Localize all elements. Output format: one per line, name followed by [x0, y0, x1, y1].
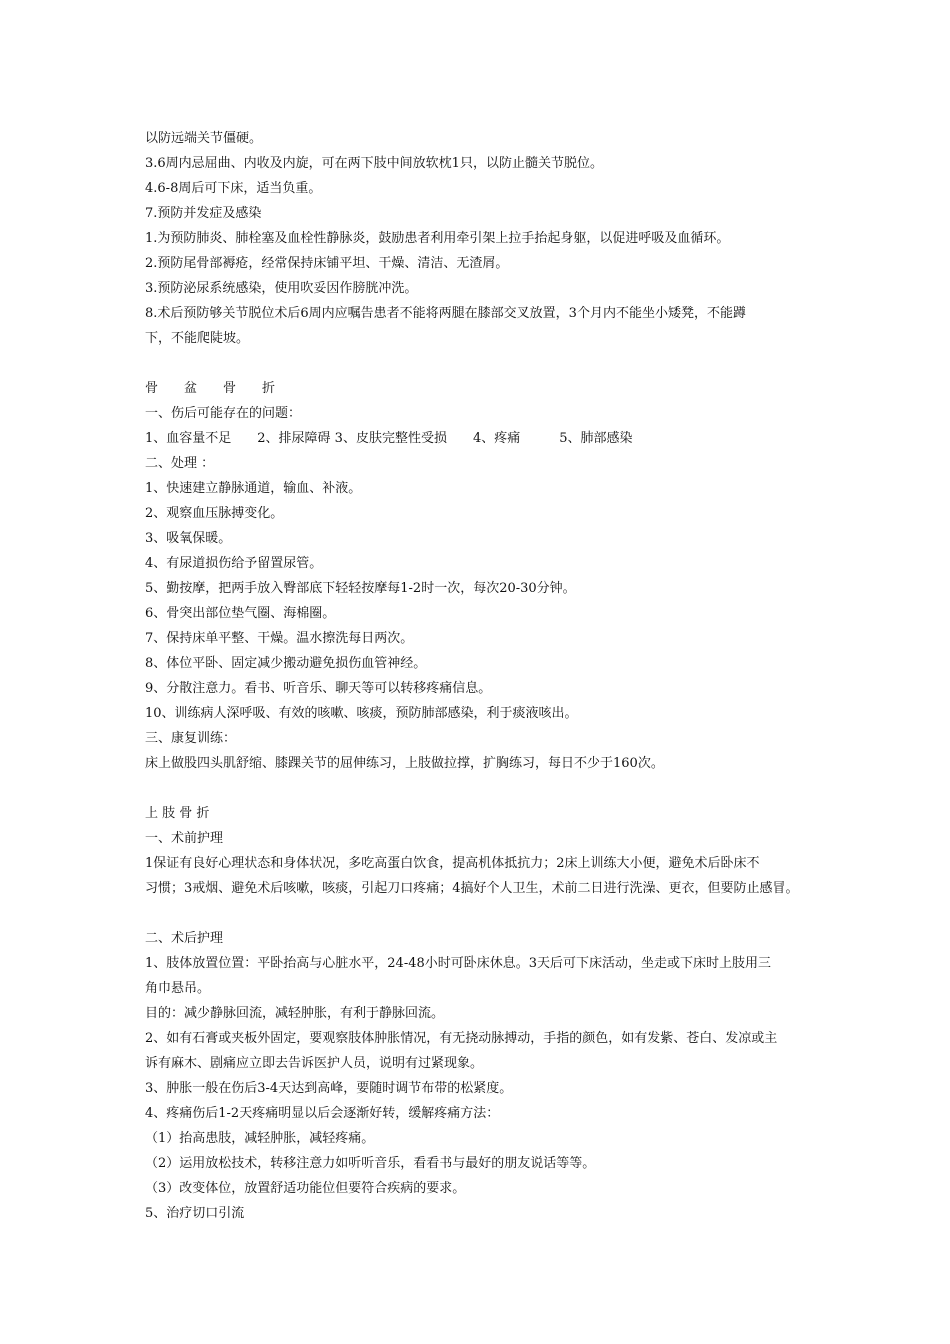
- post-op-line-9: （2）运用放松技术，转移注意力如听听音乐，看看书与最好的朋友说话等等。: [145, 1156, 596, 1171]
- post-op-line-11: 5、治疗切口引流: [145, 1206, 245, 1221]
- pelvis-line-4: 1、快速建立静脉通道，输血、补液。: [145, 481, 362, 496]
- pelvis-line-12: 9、分散注意力。看书、听音乐、聊天等可以转移疼痛信息。: [145, 681, 492, 696]
- pelvis-line-5: 2、观察血压脉搏变化。: [145, 506, 284, 521]
- pelvis-line-2: 1、血容量不足 2、排尿障碍 3、皮肤完整性受损 4、疼痛 5、肺部感染: [145, 431, 633, 446]
- spacer: [145, 776, 825, 801]
- section-title-pelvis: 骨 盆 骨 折: [145, 381, 276, 396]
- post-op-line-4: 2、如有石膏或夹板外固定，要观察肢体肿胀情况，有无挠动脉搏动，手指的颜色，如有发紫、苍白、发凉或主: [145, 1031, 778, 1046]
- post-op-line-6: 3、肿胀一般在伤后3-4天达到高峰，要随时调节布带的松紧度。: [145, 1081, 513, 1096]
- post-op-line-2: 角巾悬吊。: [145, 981, 211, 996]
- post-op-line-5: 诉有麻木、剧痛应立即去告诉医护人员，说明有过紧现象。: [145, 1056, 484, 1071]
- hip-line-2: 3.6周内忌屈曲、内收及内旋，可在两下肢中间放软枕1只，以防止髓关节脱位。: [145, 156, 603, 171]
- hip-line-8: 8.术后预防够关节脱位术后6周内应嘱告患者不能将两腿在膝部交叉放置，3个月内不能坐小矮凳，不能蹲: [145, 306, 746, 321]
- post-op-line-10: （3）改变体位，放置舒适功能位但要符合疾病的要求。: [145, 1181, 466, 1196]
- hip-line-3: 4.6-8周后可下床，适当负重。: [145, 181, 322, 196]
- post-op-heading: 二、术后护理: [145, 931, 224, 946]
- hip-line-4: 7.预防并发症及感染: [145, 206, 262, 221]
- pelvis-line-13: 10、训练病人深呼吸、有效的咳嗽、咳痰，预防肺部感染，利于痰液咳出。: [145, 706, 578, 721]
- document-page: [145, 126, 825, 1226]
- hip-line-7: 3.预防泌尿系统感染，使用吹妥因作膀胱冲洗。: [145, 281, 418, 296]
- pelvis-line-14: 三、康复训练：: [145, 731, 237, 746]
- pelvis-line-11: 8、体位平卧、固定减少搬动避免损伤血管神经。: [145, 656, 427, 671]
- post-op-line-3: 目的：减少静脉回流，减轻肿胀，有利于静脉回流。: [145, 1006, 445, 1021]
- pelvis-line-15: 床上做股四头肌舒缩、膝踝关节的屈伸练习，上肢做拉撑，扩胸练习，每日不少于160次。: [145, 756, 664, 771]
- section-title-upper-limb: 上 肢 骨 折: [145, 806, 210, 821]
- pelvis-line-9: 6、骨突出部位垫气圈、海棉圈。: [145, 606, 336, 621]
- hip-line-9: 下，不能爬陡坡。: [145, 331, 250, 346]
- hip-line-1: 以防远端关节僵硬。: [145, 131, 263, 146]
- pelvis-line-10: 7、保持床单平整、干燥。温水擦洗每日两次。: [145, 631, 414, 646]
- pelvis-line-6: 3、吸氧保暖。: [145, 531, 232, 546]
- post-op-line-1: 1、肢体放置位置：平卧抬高与心脏水平，24-48小时可卧床休息。3天后可下床活动，坐走或下床时上肢用三: [145, 956, 772, 971]
- pelvis-line-1: 一、伤后可能存在的问题：: [145, 406, 302, 421]
- pelvis-line-8: 5、勤按摩，把两手放入臀部底下轻轻按摩每1-2时一次，每次20-30分钟。: [145, 581, 576, 596]
- spacer: [145, 351, 825, 376]
- pelvis-line-7: 4、有尿道损伤给予留置尿管。: [145, 556, 323, 571]
- pre-op-line-1: 1保证有良好心理状态和身体状况，多吃高蛋白饮食，提高机体抵抗力；2床上训练大小便，避免术后卧床不: [145, 856, 760, 871]
- hip-line-5: 1.为预防肺炎、肺栓塞及血栓性静脉炎，鼓励患者利用牵引架上拉手抬起身躯，以促进呼吸及血循环。: [145, 231, 730, 246]
- post-op-line-7: 4、疼痛伤后1-2天疼痛明显以后会逐渐好转，缓解疼痛方法：: [145, 1106, 500, 1121]
- post-op-line-8: （1）抬高患肢，减轻肿胀，减轻疼痛。: [145, 1131, 375, 1146]
- pre-op-heading: 一、术前护理: [145, 831, 224, 846]
- spacer: [145, 901, 825, 926]
- hip-line-6: 2.预防尾骨部褥疮，经常保持床铺平坦、干燥、清洁、无渣屑。: [145, 256, 509, 271]
- pre-op-line-2: 习惯；3戒烟、避免术后咳嗽，咳痰，引起刀口疼痛；4搞好个人卫生，术前二日进行洗澡、更衣，但要防止感冒。: [145, 881, 799, 896]
- pelvis-line-3: 二、处理 ：: [145, 456, 215, 471]
